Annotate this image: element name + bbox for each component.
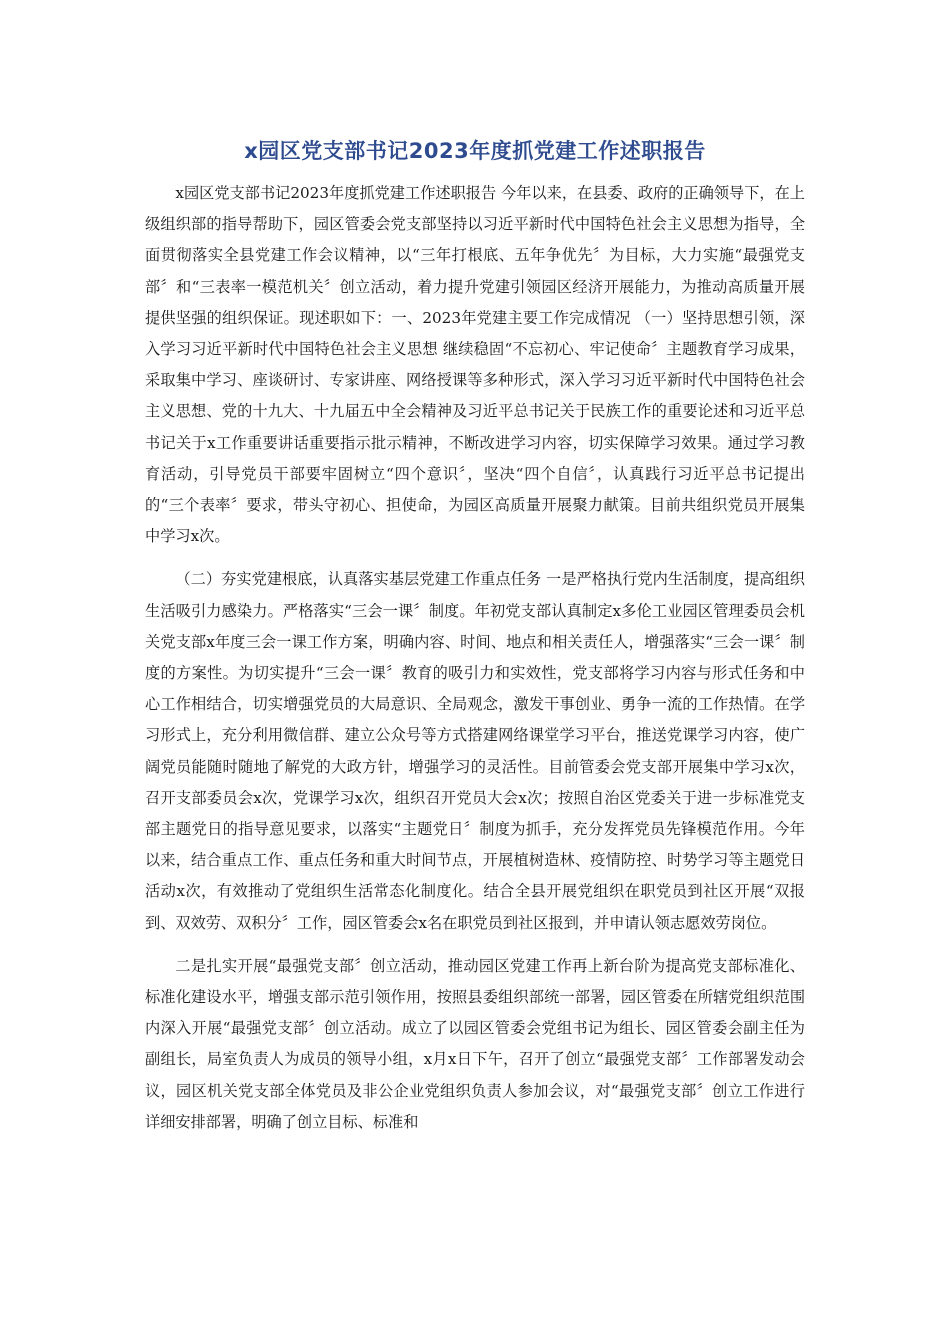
paragraph-strongest-branch: 二是扎实开展“最强党支部〞创立活动，推动园区党建工作再上新台阶为提高党支部标准化、标准化建设水平，增强支部示范引领作用，按照县委组织部统一部署，园区管委在所辖党组织范围内深入开展“最强党支部〞创立活动。成立了以园区管委会党组书记为组长、园区管委会副主任为副组长，局室负责人为成员的领导小组，x月x日下午，召开了创立“最强党支部〞工作部署发动会议，园区机关党支部全体党员及非公企业党组织负责人参加会议，对“最强党支部〞创立工作进行详细安排部署，明确了创立目标、标准和 — [145, 956, 805, 1131]
paragraph-party-building: （二）夯实党建根底，认真落实基层党建工作重点任务 一是严格执行党内生活制度，提高组织生活吸引力感染力。严格落实“三会一课〞制度。年初党支部认真制定x多伦工业园区管理委员会机关党支部x年度三会一课工作方案，明确内容、时间、地点和相关责任人，增强落实“三会一课〞制度的方案性。为切实提升“三会一课〞教育的吸引力和实效性，党支部将学习内容与形式任务和中心工作相结合，切实增强党员的大局意识、全局观念，激发干事创业、勇争一流的工作热情。在学习形式上，充分利用微信群、建立公众号等方式搭建网络课堂学习平台，推送党课学习内容，使广阔党员能随时随地了解党的大政方针，增强学习的灵活性。目前管委会党支部开展集中学习x次，召开支部委员会x次，党课学习x次，组织召开党员大会x次；按照自治区党委关于进一步标准党支部主题党日的指导意见要求，以落实“主题党日〞制度为抓手，充分发挥党员先锋模范作用。今年以来，结合重点工作、重点任务和重大时间节点，开展植树造林、疫情防控、时势学习等主题党日活动x次，有效推动了党组织生活常态化制度化。结合全县开展党组织在职党员到社区开展“双报到、双效劳、双积分〞工作，园区管委会x名在职党员到社区报到，并申请认领志愿效劳岗位。 — [145, 570, 805, 932]
page-title: x园区党支部书记2023年度抓党建工作述职报告 — [244, 139, 706, 163]
paragraph-intro: x园区党支部书记2023年度抓党建工作述职报告 今年以来，在县委、政府的正确领导下，在上级组织部的指导帮助下，园区管委会党支部坚持以习近平新时代中国特色社会主义思想为指导，全面贯彻落实全县党建工作会议精神，以“三年打根底、五年争优先〞为目标，大力实施“最强党支部〞和“三表率一模范机关〞创立活动，着力提升党建引领园区经济开展能力，为推动高质量开展提供坚强的组织保证。现述职如下：一、2023年党建主要工作完成情况 （一）坚持思想引领，深入学习习近平新时代中国特色社会主义思想 继续稳固“不忘初心、牢记使命〞主题教育学习成果，采取集中学习、座谈研讨、专家讲座、网络授课等多种形式，深入学习习近平新时代中国特色社会主义思想、党的十九大、十九届五中全会精神及习近平总书记关于民族工作的重要论述和习近平总书记关于x工作重要讲话重要指示批示精神，不断改进学习内容，切实保障学习效果。通过学习教育活动，引导党员干部要牢固树立“四个意识〞，坚决“四个自信〞，认真践行习近平总书记提出的“三个表率〞要求，带头守初心、担使命，为园区高质量开展聚力献策。目前共组织党员开展集中学习x次。 — [145, 184, 805, 546]
document-body — [145, 178, 805, 1138]
